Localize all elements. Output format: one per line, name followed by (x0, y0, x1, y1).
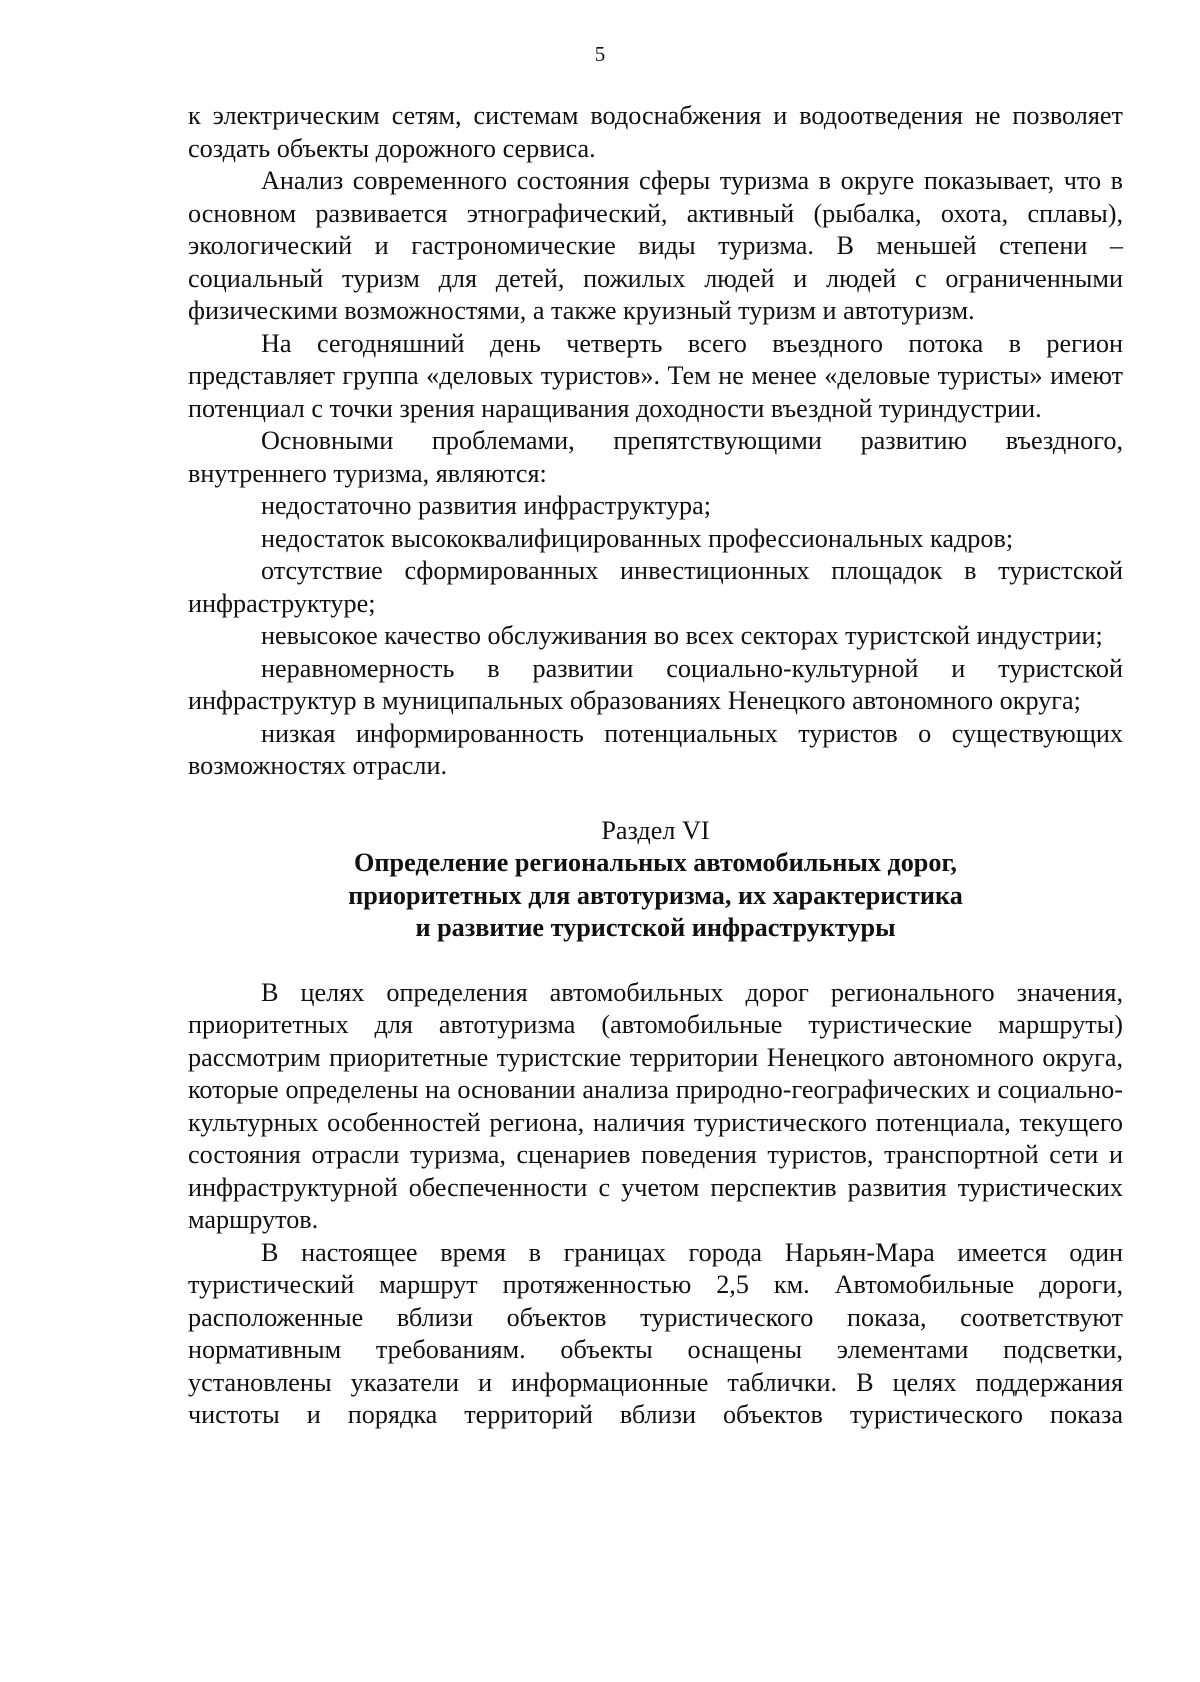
paragraphs-bottom (188, 977, 1123, 1432)
paragraph: отсутствие сформированных инвестиционных площадок в туристской инфраструктуре; (188, 556, 1123, 618)
section-title-line-3: и развитие туристской инфраструктуры (415, 913, 896, 942)
section-label: Раздел VI (601, 815, 710, 845)
paragraphs-top (188, 100, 1123, 783)
section-title-line-1: Определение региональных автомобильных дорог, (354, 848, 957, 877)
paragraph: недостаток высококвалифицированных профессиональных кадров; (261, 523, 1014, 553)
spacer (188, 783, 1123, 815)
paragraph: недостаточно развития инфраструктура; (261, 491, 712, 520)
paragraph: Анализ современного состояния сферы туризма в округе показывает, что в основном развивается этнографический, активный (рыбалка, охота, сплавы), экологический и гастрономические виды туризма. В меньшей степени – социальный туризм для детей, пожилых людей и людей с ограниченными физическими возможностями, а также круизный туризм и автотуризм. (188, 166, 1123, 325)
paragraph: неравномерность в развитии социально-культурной и туристской инфраструктур в муниципальных образованиях Ненецкого автономного округа; (188, 653, 1123, 715)
paragraph: В настоящее время в границах города Нарьян-Мара имеется один туристический маршрут протяженностью 2,5 км. Автомобильные дороги, расположенные вблизи объектов туристического показа, соответствуют нормативным требованиям. объекты оснащены элементами подсветки, установлены указатели и информационные таблички. В целях поддержания чистоты и порядка территорий вблизи объектов туристического показа (188, 1237, 1123, 1429)
paragraph: к электрическим сетям, системам водоснабжения и водоотведения не позволяет создать объекты дорожного сервиса. (188, 101, 1123, 163)
paragraph: На сегодняшний день четверть всего въездного потока в регион представляет группа «деловых туристов». Тем не менее «деловые туристы» имеют потенциал с точки зрения наращивания доходности въездной туриндустрии. (188, 328, 1123, 423)
paragraph: низкая информированность потенциальных туристов о существующих возможностях отрасли. (188, 718, 1123, 780)
paragraph: Основными проблемами, препятствующими развитию въездного, внутреннего туризма, являются: (188, 426, 1123, 488)
page-number: 5 (594, 42, 606, 66)
section-title-line-2: приоритетных для автотуризма, их характеристика (348, 880, 963, 910)
paragraph: В целях определения автомобильных дорог регионального значения, приоритетных для автотуризма (автомобильные туристические маршруты) рассмотрим приоритетные туристские территории Ненецкого автономного округа, которые определены на основании анализа природно-географических и социально-культурных особенностей региона, наличия туристического потенциала, текущего состояния отрасли туризма, сценариев поведения туристов, транспортной сети и инфраструктурной обеспеченности с учетом перспектив развития туристических маршрутов. (188, 977, 1123, 1234)
paragraph: невысокое качество обслуживания во всех секторах туристской индустрии; (261, 621, 1103, 650)
document-body (188, 100, 1123, 1432)
spacer (188, 945, 1123, 977)
